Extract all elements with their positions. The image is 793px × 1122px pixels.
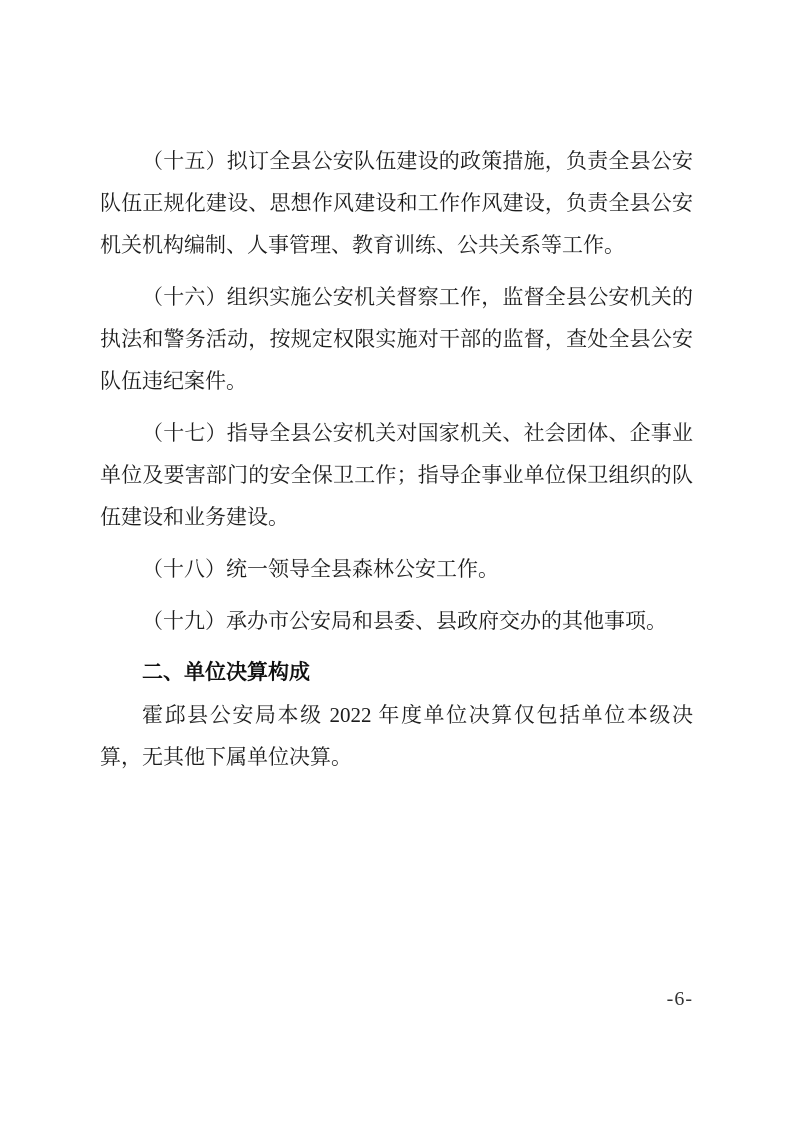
paragraph-item-15: （十五）拟订全县公安队伍建设的政策措施，负责全县公安队伍正规化建设、思想作风建设和工作作风建设，负责全县公安机关机构编制、人事管理、教育训练、公共关系等工作。 <box>100 149 693 257</box>
paragraph-item-19: （十九）承办市公安局和县委、县政府交办的其他事项。 <box>142 609 667 633</box>
section-heading-unit-final-accounts: 二、单位决算构成 <box>142 661 310 684</box>
document-content <box>100 140 693 778</box>
section-body-paragraph: 霍邱县公安局本级 2022 年度单位决算仅包括单位本级决算，无其他下属单位决算。 <box>100 703 693 769</box>
paragraph-item-16: （十六）组织实施公安机关督察工作，监督全县公安机关的执法和警务活动，按规定权限实施对干部的监督，查处全县公安队伍违纪案件。 <box>100 285 693 393</box>
page-number: -6- <box>666 988 693 1010</box>
paragraph-item-17: （十七）指导全县公安机关对国家机关、社会团体、企事业单位及要害部门的安全保卫工作；指导企事业单位保卫组织的队伍建设和业务建设。 <box>100 421 693 529</box>
paragraph-item-18: （十八）统一领导全县森林公安工作。 <box>142 557 499 581</box>
